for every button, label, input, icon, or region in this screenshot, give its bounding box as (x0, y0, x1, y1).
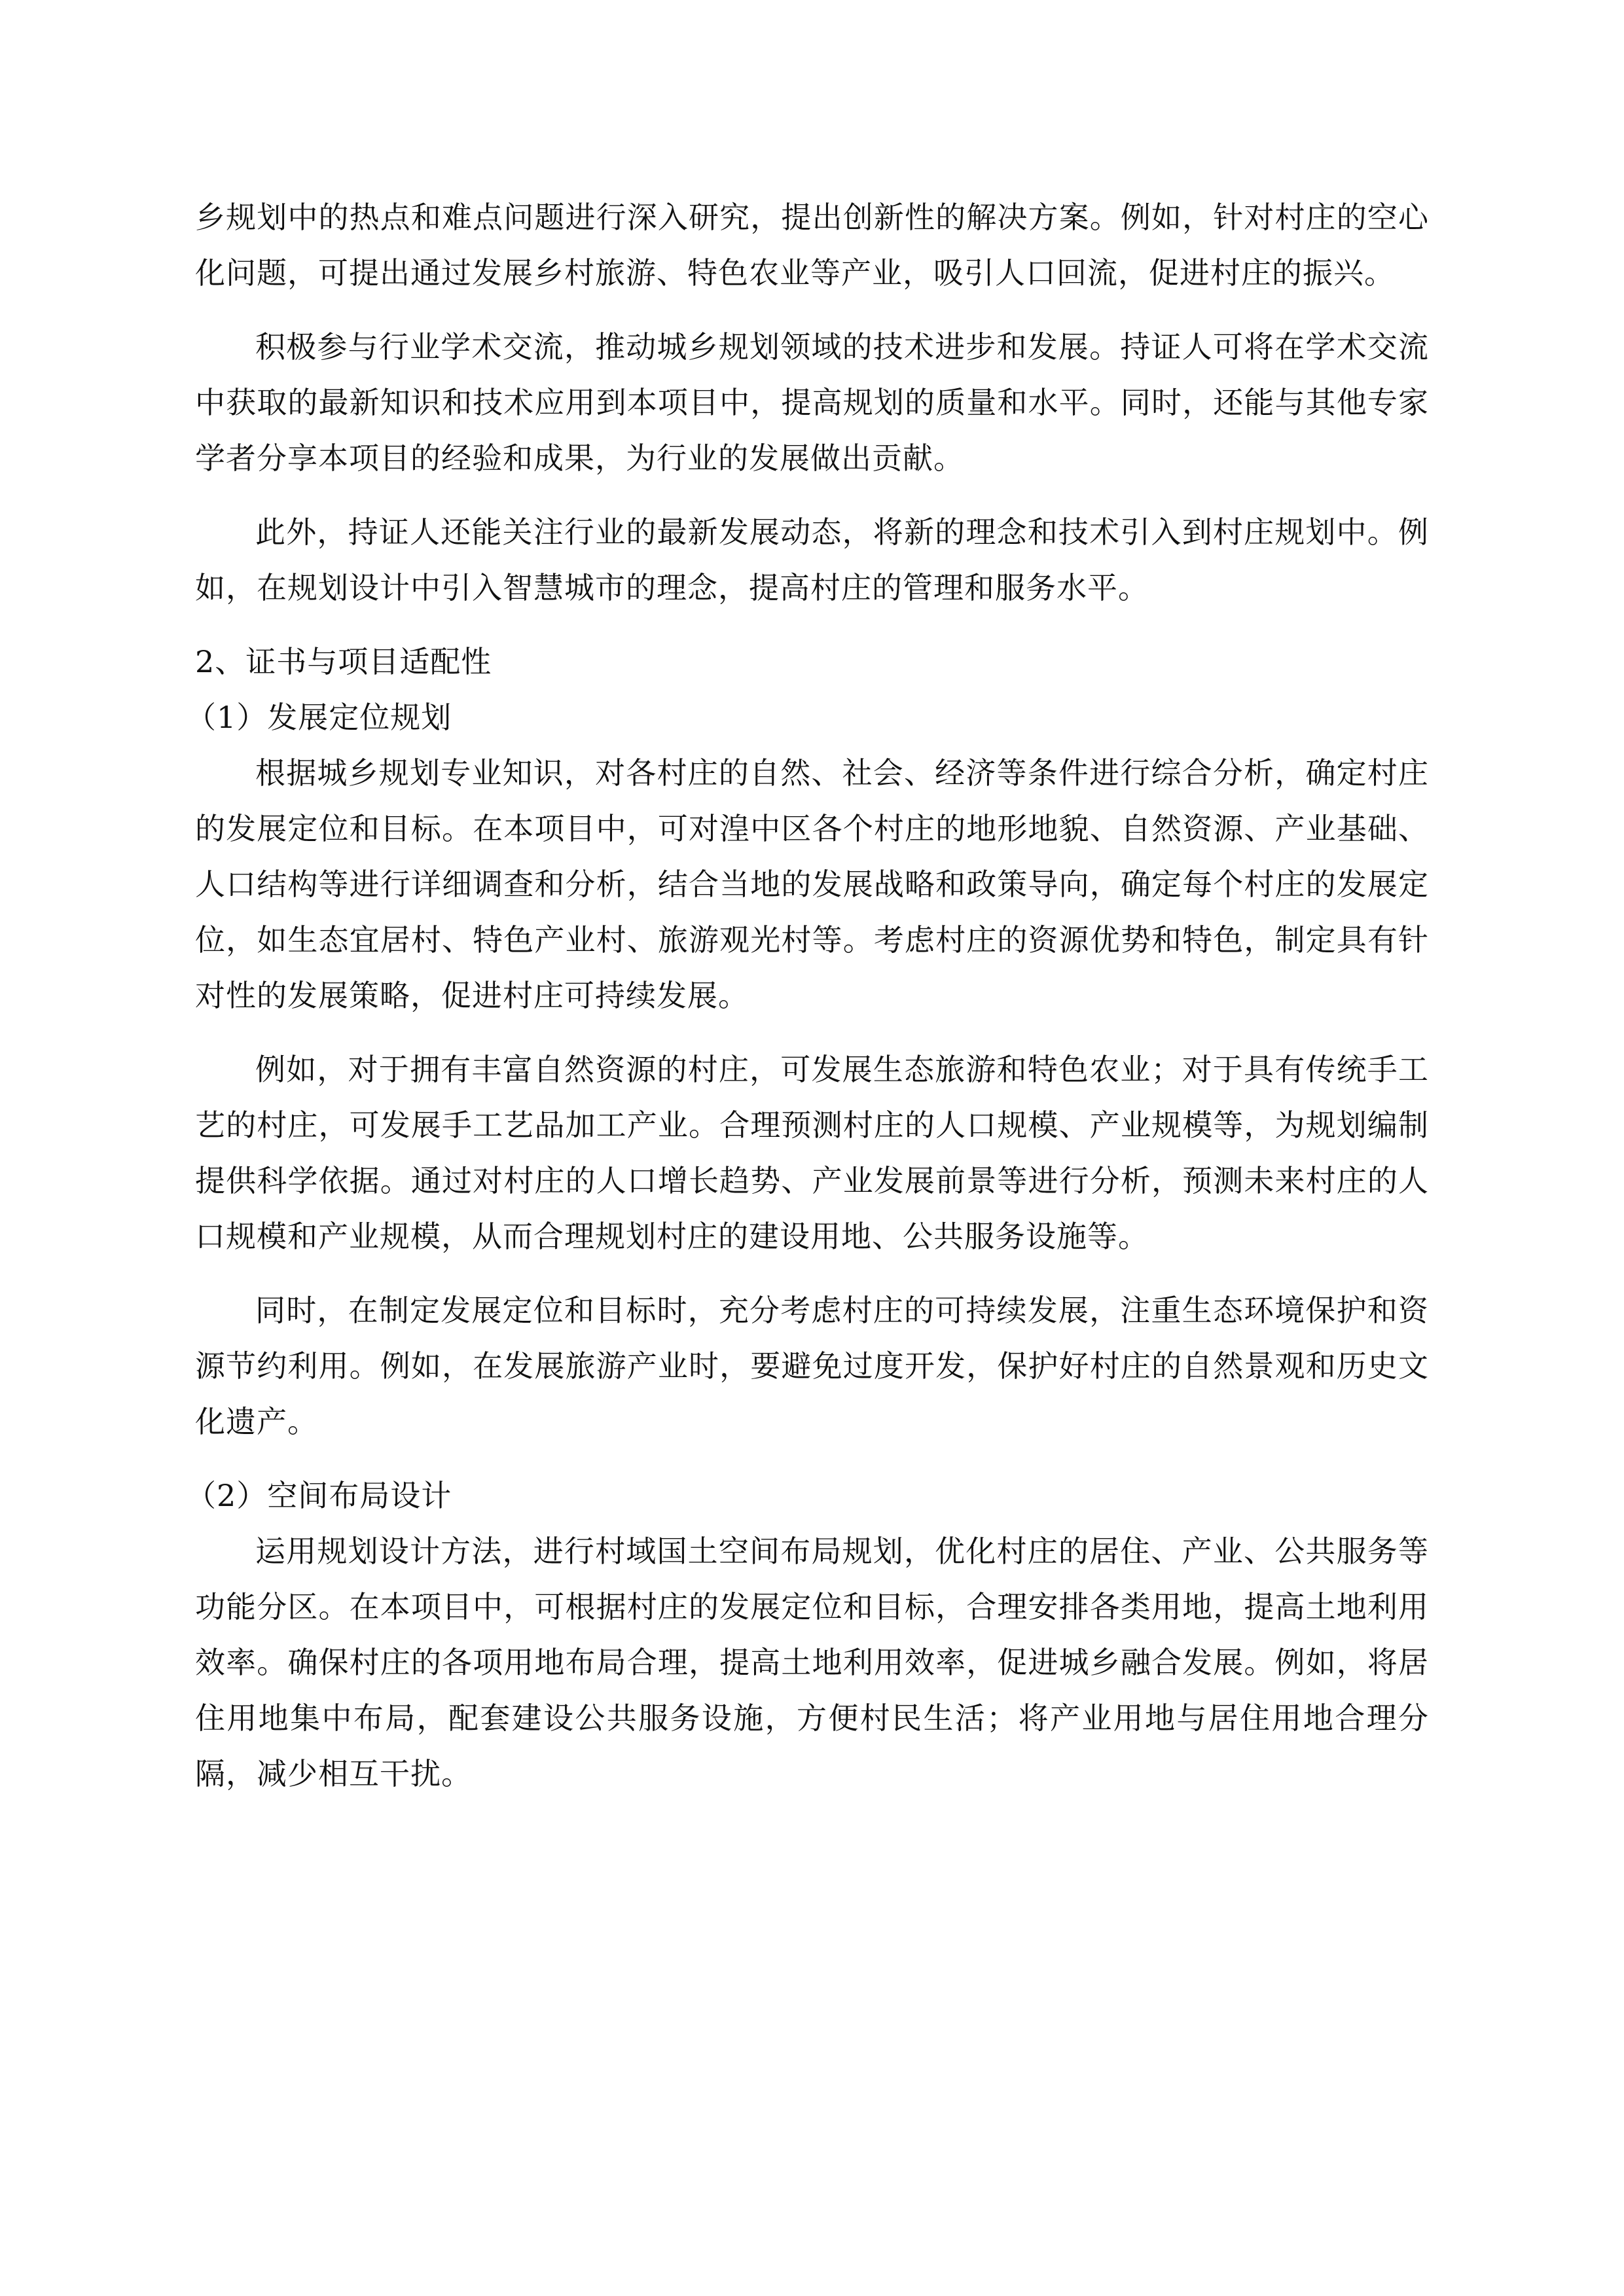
section-heading-certificate-fit: 2、证书与项目适配性 (195, 644, 492, 679)
paragraph-industry-trends: 此外，持证人还能关注行业的最新发展动态，将新的理念和技术引入到村庄规划中。例如，在规划设计中引入智慧城市的理念，提高村庄的管理和服务水平。 (195, 514, 1429, 605)
paragraph-gap (195, 1024, 1429, 1042)
paragraph-positioning-analysis: 根据城乡规划专业知识，对各村庄的自然、社会、经济等条件进行综合分析，确定村庄的发展定位和目标。在本项目中，可对湟中区各个村庄的地形地貌、自然资源、产业基础、人口结构等进行详细调查和分析，结合当地的发展战略和政策导向，确定每个村庄的发展定位，如生态宜居村、特色产业村、旅游观光村等。考虑村庄的资源优势和特色，制定具有针对性的发展策略，促进村庄可持续发展。 (195, 755, 1429, 1013)
document-body (186, 190, 1429, 1802)
paragraph-gap (195, 616, 1429, 634)
paragraph-academic-exchange: 积极参与行业学术交流，推动城乡规划领域的技术进步和发展。持证人可将在学术交流中获取的最新知识和技术应用到本项目中，提高规划的质量和水平。同时，还能与其他专家学者分享本项目的经验和成果，为行业的发展做出贡献。 (195, 329, 1429, 476)
paragraph-continuation: 乡规划中的热点和难点问题进行深入研究，提出创新性的解决方案。例如，针对村庄的空心化问题，可提出通过发展乡村旅游、特色农业等产业，吸引人口回流，促进村庄的振兴。 (195, 200, 1429, 291)
paragraph-gap (195, 486, 1429, 505)
paragraph-sustainability: 同时，在制定发展定位和目标时，充分考虑村庄的可持续发展，注重生态环境保护和资源节约利用。例如，在发展旅游产业时，要避免过度开发，保护好村庄的自然景观和历史文化遗产。 (195, 1293, 1429, 1439)
paragraph-gap (195, 1450, 1429, 1468)
paragraph-gap (195, 1265, 1429, 1283)
subheading-development-positioning: （1）发展定位规划 (186, 700, 452, 735)
paragraph-gap (195, 301, 1429, 319)
paragraph-positioning-examples: 例如，对于拥有丰富自然资源的村庄，可发展生态旅游和特色农业；对于具有传统手工艺的村庄，可发展手工艺品加工产业。合理预测村庄的人口规模、产业规模等，为规划编制提供科学依据。通过对村庄的人口增长趋势、产业发展前景等进行分析，预测未来村庄的人口规模和产业规模，从而合理规划村庄的建设用地、公共服务设施等。 (195, 1052, 1429, 1254)
paragraph-spatial-layout: 运用规划设计方法，进行村域国土空间布局规划，优化村庄的居住、产业、公共服务等功能分区。在本项目中，可根据村庄的发展定位和目标，合理安排各类用地，提高土地利用效率。确保村庄的各项用地布局合理，提高土地利用效率，促进城乡融合发展。例如，将居住用地集中布局，配套建设公共服务设施，方便村民生活；将产业用地与居住用地合理分隔，减少相互干扰。 (195, 1534, 1429, 1791)
subheading-spatial-layout: （2）空间布局设计 (186, 1478, 452, 1513)
